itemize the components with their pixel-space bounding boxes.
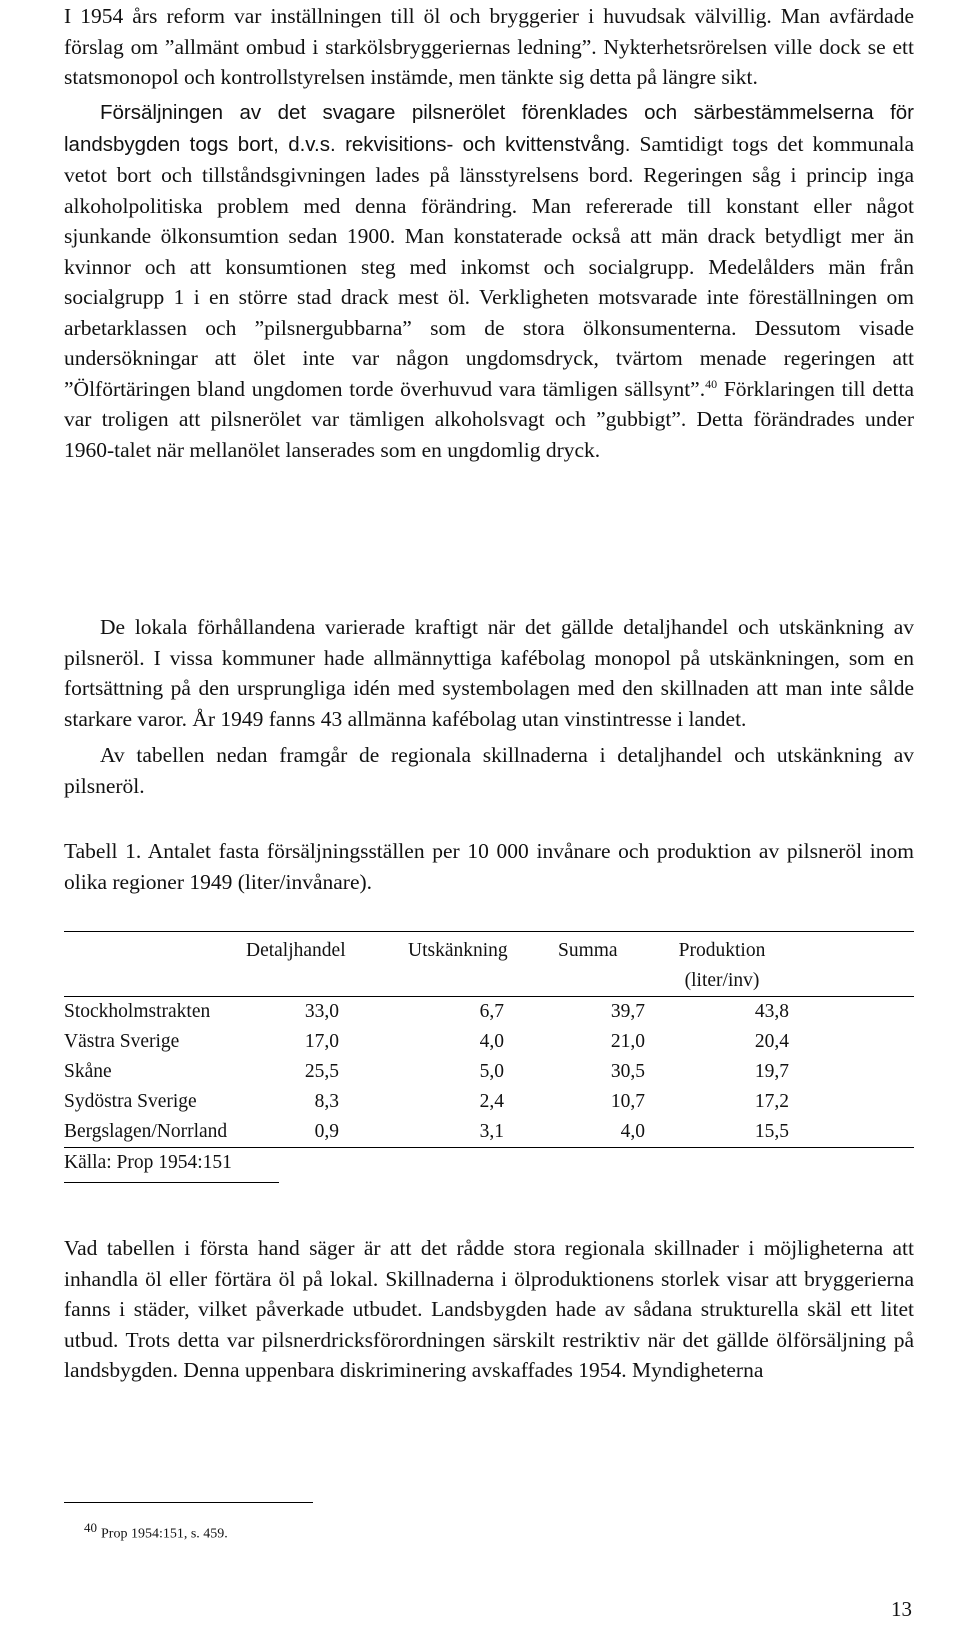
header-summa: Summa [558, 940, 618, 961]
paragraph-2-part-b: Samtidigt togs det kommunala vetot bort och tillståndsgivningen lades på länsstyrelsens bord. Regeringen såg i princip inga alkoholpolitiska problem med denna förändring. Man refererade till konstant eller något sjunkande ölkonsumtion sedan 1900. Man konstaterade också att män drack betydligt mer än kvinnor och att konsumtionen steg med inkomst och socialgrupp. Medelålders män från socialgrupp 1 i en större stad drack mest öl. Verkligheten motsvarade inte föreställningen om arbetarklassen och ”pilsnergubbarna” som de stora ölkonsumenterna. Dessutom visade undersökningar att ölet inte var någon ungdomsdryck, tvärtom menade regeringen att ”Ölförtäringen bland ungdomen torde överhuvud vara tämligen sällsynt”. [64, 131, 915, 401]
table-top-rule [64, 931, 914, 932]
header-utskankning: Utskänkning [408, 940, 508, 961]
cell-detaljhandel: 8,3 [314, 1091, 339, 1112]
cell-utskankning: 6,7 [479, 1001, 504, 1022]
header-detaljhandel: Detaljhandel [246, 940, 346, 961]
table-caption: Tabell 1. Antalet fasta försäljningsställen per 10 000 invånare och produktion av pilsneröl inom olika regioner 1949 (liter/invånare). [64, 839, 914, 894]
cell-region: Stockholmstrakten [64, 1001, 211, 1022]
table-row [64, 1027, 914, 1057]
cell-produktion: 17,2 [754, 1091, 789, 1112]
cell-summa: 30,5 [610, 1061, 645, 1082]
cell-summa: 21,0 [610, 1031, 645, 1052]
table-row [64, 1057, 914, 1087]
cell-produktion: 43,8 [754, 1001, 789, 1022]
cell-summa: 10,7 [610, 1091, 645, 1112]
cell-detaljhandel: 17,0 [304, 1031, 339, 1052]
table-row [64, 1117, 914, 1147]
page-number: 13 [891, 1597, 912, 1621]
cell-region: Sydöstra Sverige [64, 1091, 197, 1112]
table-row [64, 997, 914, 1027]
paragraph-2-part-c: Förklaringen till detta var troligen att pilsnerölet var tämligen alkoholsvagt och ”gubbigt”. Detta förändrades under 1960-talet när mellanölet lanserades som en ungdomlig dryck. [64, 376, 914, 462]
table-header-row [64, 936, 914, 966]
cell-utskankning: 3,1 [479, 1121, 504, 1142]
cell-utskankning: 4,0 [479, 1031, 504, 1052]
cell-produktion: 19,7 [754, 1061, 789, 1082]
cell-summa: 39,7 [610, 1001, 645, 1022]
data-table [64, 931, 914, 1183]
header-produktion-unit: (liter/inv) [684, 970, 760, 991]
paragraph-4: Av tabellen nedan framgår de regionala skillnaderna i detaljhandel och utskänkning av pilsneröl. [64, 743, 914, 798]
paragraph-3: De lokala förhållandena varierade kraftigt när det gällde detaljhandel och utskänkning av pilsneröl. I vissa kommuner hade allmännyttiga kafébolag monopol på utskänkningen, som en fortsättning på den ursprungliga idén med systembolagen med den skillnaden att man inte sålde starkare varor. År 1949 fanns 43 allmänna kafébolag utan vinstintresse i landet. [64, 615, 914, 731]
table-body [64, 997, 914, 1147]
footnote [84, 1517, 228, 1546]
cell-produktion: 20,4 [754, 1031, 789, 1052]
cell-detaljhandel: 25,5 [304, 1061, 339, 1082]
footnote-text: Prop 1954:151, s. 459. [101, 1526, 228, 1542]
table-row [64, 1087, 914, 1117]
footnote-number: 40 [84, 1520, 97, 1535]
cell-region: Skåne [64, 1061, 112, 1082]
cell-summa: 4,0 [620, 1121, 645, 1142]
table-source-rule [64, 1182, 279, 1183]
cell-region: Bergslagen/Norrland [64, 1121, 228, 1142]
footnote-separator [64, 1502, 313, 1503]
cell-produktion: 15,5 [754, 1121, 789, 1142]
cell-utskankning: 2,4 [479, 1091, 504, 1112]
footnote-reference[interactable]: 40 [705, 376, 718, 391]
paragraph-2 [64, 97, 914, 465]
paragraph-2-sans-part: Försäljningen av det svagare pilsnerölet förenklades och särbestämmelserna för landsbygden togs bort, d.v.s. rekvisitions- och kvittenstvång. [64, 101, 914, 156]
table-header-row-2 [64, 966, 914, 996]
paragraph-5: Vad tabellen i första hand säger är att det rådde stora regionala skillnader i möjligheterna att inhandla öl eller förtära öl på lokal. Skillnaderna i ölproduktionens storlek visar att bryggerierna fanns i städer, vilket påverkade utbudet. Landsbygden hade av sådana strukturella skäl ett litet utbud. Trots detta var pilsnerdricksförordningen särskilt restriktiv när det gällde ölförsäljning på landsbygden. Denna uppenbara diskriminering avskaffades 1954. Myndigheterna [64, 1236, 914, 1382]
cell-region: Västra Sverige [64, 1031, 180, 1052]
paragraph-1: I 1954 års reform var inställningen till öl och bryggerier i huvudsak välvillig. Man avfärdade förslag om ”allmänt ombud i starkölsbryggeriernas ledning”. Nykterhetsrörelsen ville dock se ett statsmonopol och kontrollstyrelsen instämde, men tänkte sig detta på längre sikt. [64, 4, 914, 89]
header-produktion: Produktion [678, 940, 766, 961]
cell-utskankning: 5,0 [479, 1061, 504, 1082]
cell-detaljhandel: 0,9 [314, 1121, 339, 1142]
table-source: Källa: Prop 1954:151 [64, 1152, 232, 1173]
cell-detaljhandel: 33,0 [304, 1001, 339, 1022]
